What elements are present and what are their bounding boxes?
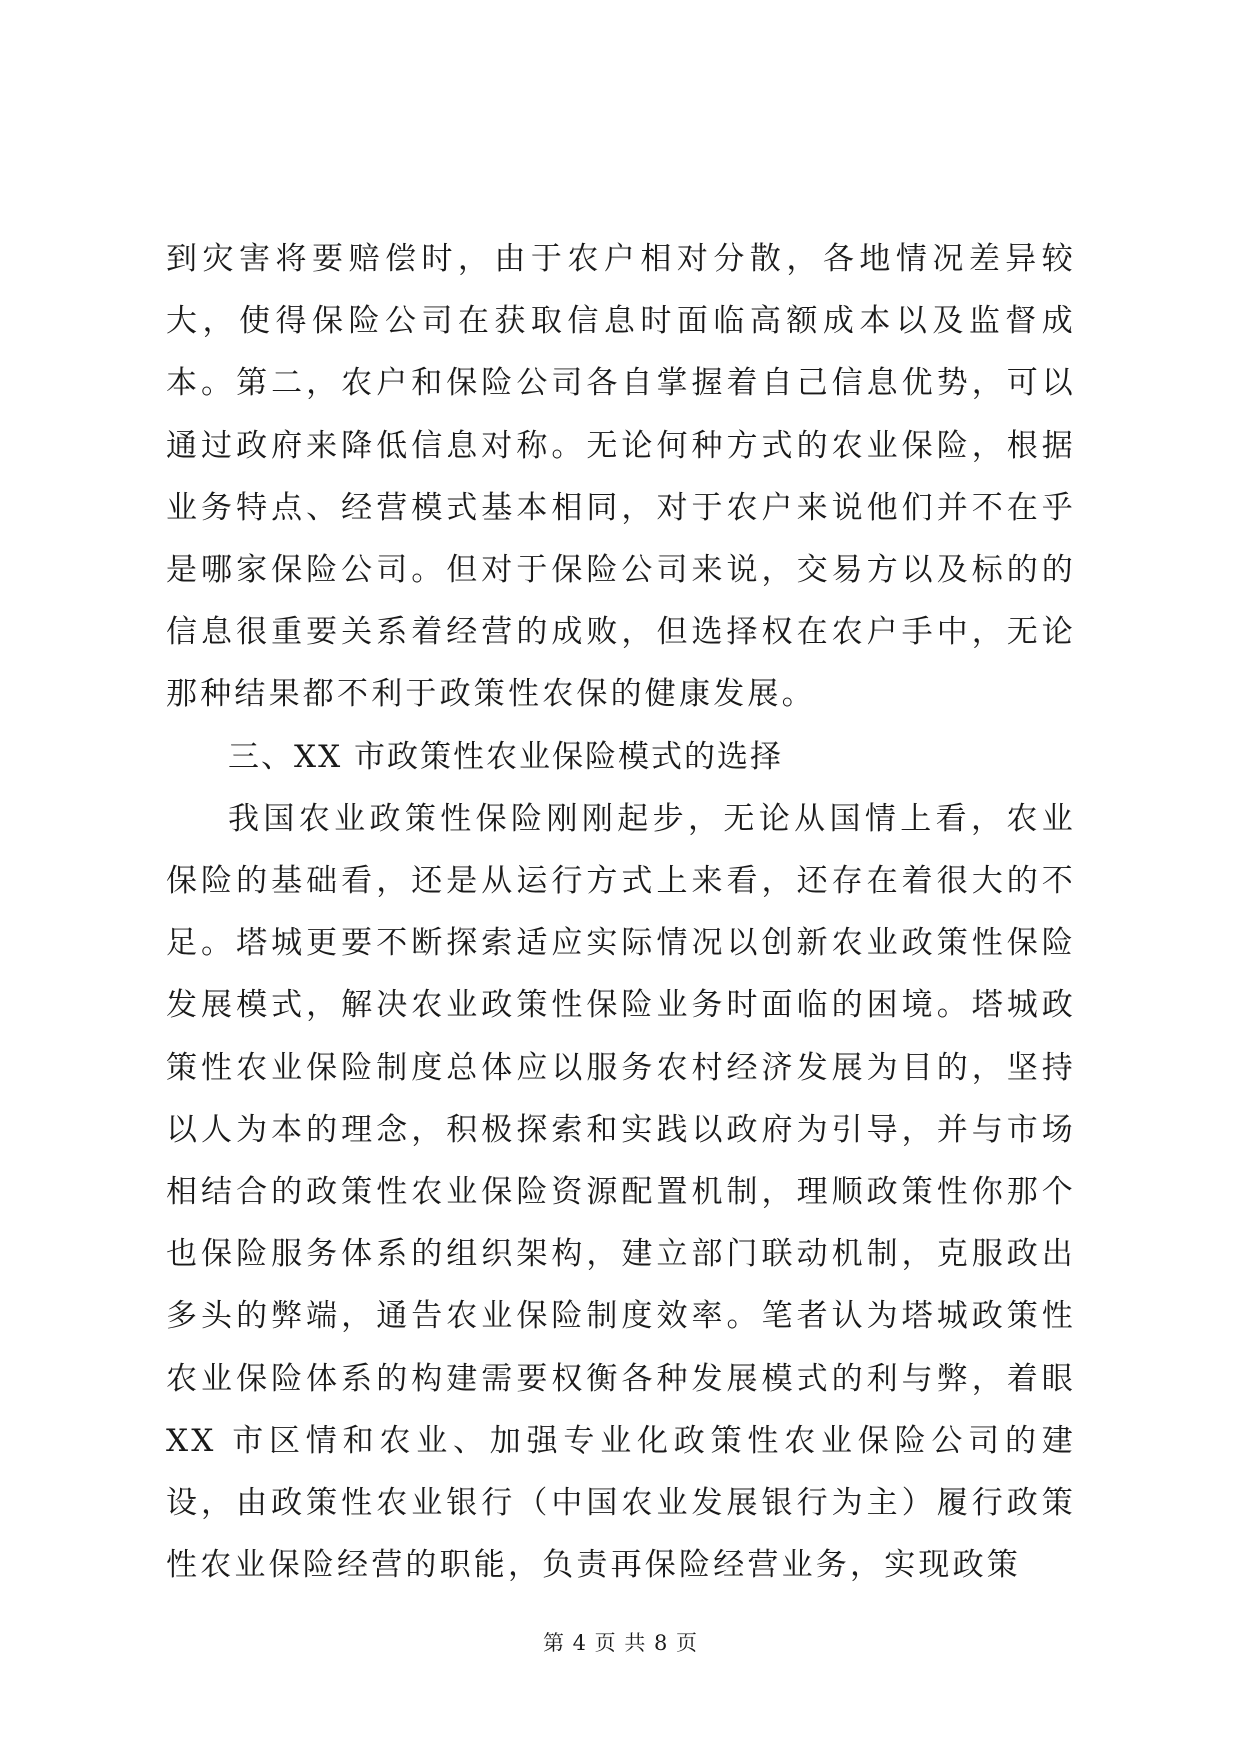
body-paragraph-continuation: 到灾害将要赔偿时，由于农户相对分散，各地情况差异较大，使得保险公司在获取信息时面临高额成本以及监督成本。第二，农户和保险公司各自掌握着自己信息优势，可以通过政府来降低信息对称。无论何种方式的农业保险，根据业务特点、经营模式基本相同，对于农户来说他们并不在乎是哪家保险公司。但对于保险公司来说，交易方以及标的的信息很重要关系着经营的成败，但选择权在农户手中，无论那种结果都不利于政策性农保的健康发展。 — [166, 241, 1076, 713]
page-footer: 第 4 页 共 8 页 — [542, 1631, 699, 1655]
section-heading: 三、XX 市政策性农业保险模式的选择 — [228, 738, 783, 775]
document-body — [166, 228, 1076, 1596]
body-paragraph-section: 我国农业政策性保险刚刚起步，无论从国情上看，农业保险的基础看，还是从运行方式上来看，还存在着很大的不足。塔城更要不断探索适应实际情况以创新农业政策性保险发展模式，解决农业政策性保险业务时面临的困境。塔城政策性农业保险制度总体应以服务农村经济发展为目的，坚持以人为本的理念，积极探索和实践以政府为引导，并与市场相结合的政策性农业保险资源配置机制，理顺政策性你那个也保险服务体系的组织架构，建立部门联动机制，克服政出多头的弊端，通告农业保险制度效率。笔者认为塔城政策性农业保险体系的构建需要权衡各种发展模式的利与弊，着眼 XX 市区情和农业、加强专业化政策性农业保险公司的建设，由政策性农业银行（中国农业发展银行为主）履行政策性农业保险经营的职能，负责再保险经营业务，实现政策 — [166, 800, 1076, 1584]
